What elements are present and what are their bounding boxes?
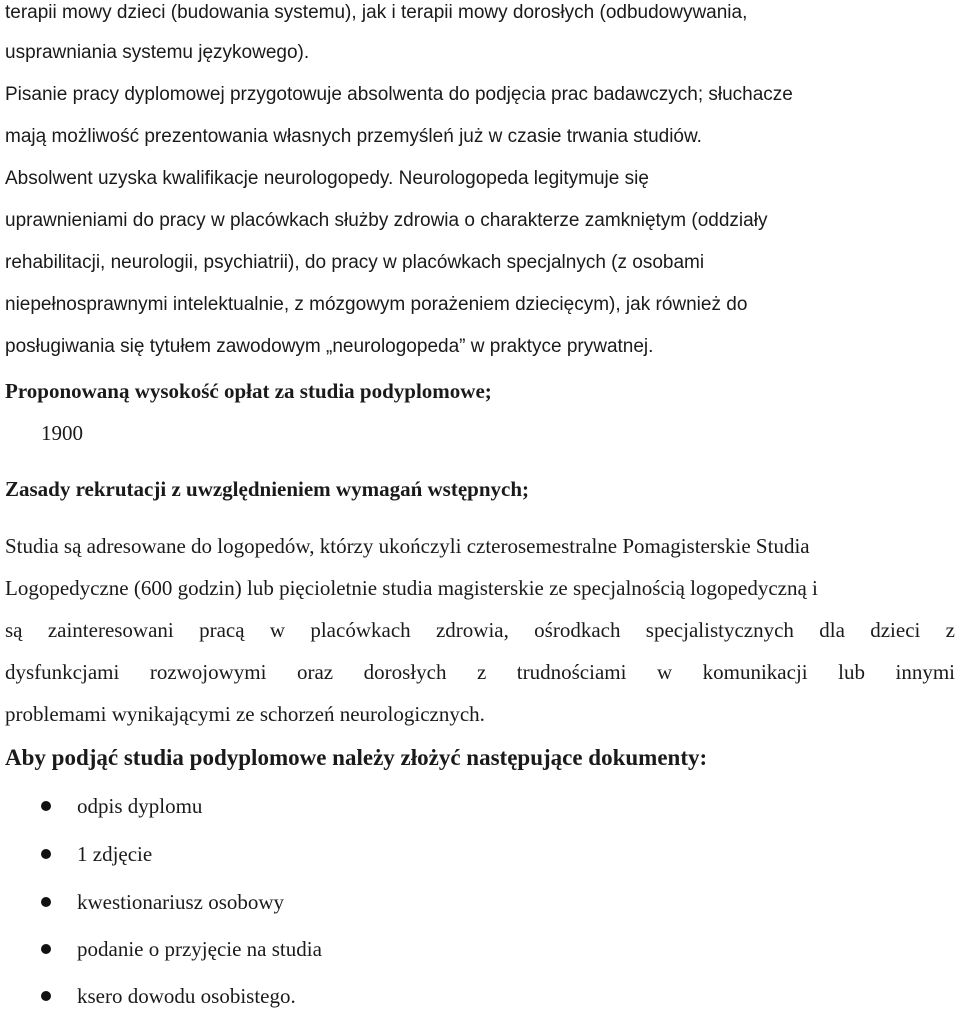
bullet-icon <box>41 849 51 859</box>
recruitment-line: Studia są adresowane do logopedów, którzy ukończyli czterosemestralne Pomagisterskie Studia <box>5 534 810 558</box>
paragraph-line: posługiwania się tytułem zawodowym „neurologopeda” w praktyce prywatnej. <box>5 336 654 357</box>
list-item-label: podanie o przyjęcie na studia <box>77 937 322 961</box>
paragraph-line: mają możliwość prezentowania własnych przemyśleń już w czasie trwania studiów. <box>5 126 702 147</box>
recruitment-line: problemami wynikającymi ze schorzeń neurologicznych. <box>5 702 485 726</box>
graduate-qualification-text: Absolwent uzyska kwalifikacje neurologopedy. <box>5 168 394 189</box>
recruitment-line: są zainteresowani pracą w placówkach zdrowia, ośrodkach specjalistycznych dla dzieci z <box>5 618 955 642</box>
fee-heading: Proponowaną wysokość opłat za studia podyplomowe; <box>5 379 492 403</box>
list-item-label: kwestionariusz osobowy <box>77 890 285 914</box>
paragraph-line: uprawnieniami do pracy w placówkach służby zdrowia o charakterze zamkniętym (oddziały <box>5 210 768 231</box>
recruitment-line: dysfunkcjami rozwojowymi oraz dorosłych z trudnościami w komunikacji lub innymi <box>5 660 955 684</box>
paragraph-line: terapii mowy dzieci (budowania systemu), jak i terapii mowy dorosłych (odbudowywania, <box>5 2 748 23</box>
documents-heading: Aby podjąć studia podyplomowe należy złożyć następujące dokumenty: <box>5 745 708 770</box>
bullet-icon <box>41 801 51 811</box>
paragraph-line: niepełnosprawnymi intelektualnie, z mózgowym porażeniem dziecięcym), jak również do <box>5 294 748 315</box>
list-item-label: 1 zdjęcie <box>77 842 153 866</box>
bullet-icon <box>41 944 51 954</box>
neurologopedist-rights-text: Neurologopeda legitymuje się <box>393 168 649 189</box>
paragraph-line <box>5 166 649 192</box>
bullet-icon <box>41 991 51 1001</box>
recruitment-line: Logopedyczne (600 godzin) lub pięcioletnie studia magisterskie ze specjalnością logopedyczną i <box>5 576 818 600</box>
bullet-icon <box>41 897 51 907</box>
paragraph-line: rehabilitacji, neurologii, psychiatrii), do pracy w placówkach specjalnych (z osobami <box>5 252 705 273</box>
fee-amount: 1900 <box>41 421 83 445</box>
paragraph-line: Pisanie pracy dyplomowej przygotowuje absolwenta do podjęcia prac badawczych; słuchacze <box>5 84 793 105</box>
recruitment-heading: Zasady rekrutacji z uwzględnieniem wymagań wstępnych; <box>5 477 530 501</box>
paragraph-line: usprawniania systemu językowego). <box>5 42 310 63</box>
list-item-label: ksero dowodu osobistego. <box>77 984 296 1008</box>
list-item-label: odpis dyplomu <box>77 794 203 818</box>
